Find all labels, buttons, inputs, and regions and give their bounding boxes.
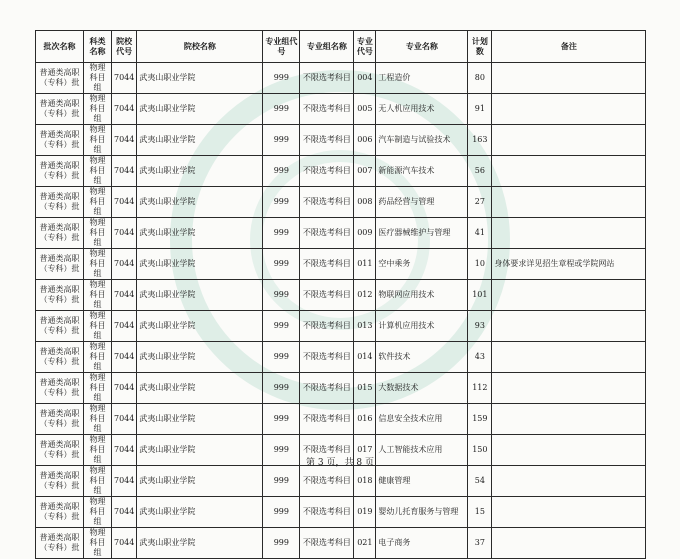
remarks-cell [492,466,646,497]
group-code-cell: 999 [263,218,300,249]
school-code-cell: 7044 [112,218,137,249]
group-code-cell: 999 [263,63,300,94]
remarks-cell [492,342,646,373]
category-cell: 物理科目组 [84,63,112,94]
major-name-cell: 信息安全技术应用 [376,404,468,435]
school-name-cell: 武夷山职业学院 [137,435,263,466]
plan-count-cell: 159 [468,404,492,435]
group-name-cell: 不限选考科目 [300,311,354,342]
school-code-cell: 7044 [112,187,137,218]
major-code-cell: 007 [354,156,376,187]
remarks-cell [492,373,646,404]
category-cell: 物理科目组 [84,156,112,187]
group-code-cell: 999 [263,342,300,373]
school-code-cell: 7044 [112,156,137,187]
school-name-cell: 武夷山职业学院 [137,311,263,342]
plan-count-cell: 27 [468,187,492,218]
table-row [36,311,646,342]
header-remarks: 备注 [492,31,646,63]
category-cell: 物理科目组 [84,435,112,466]
batch-cell: 普通类高职（专科）批 [36,311,84,342]
school-name-cell: 武夷山职业学院 [137,94,263,125]
remarks-cell [492,63,646,94]
major-code-cell: 004 [354,63,376,94]
major-code-cell: 021 [354,528,376,559]
school-name-cell: 武夷山职业学院 [137,404,263,435]
major-code-cell: 011 [354,249,376,280]
header-group-name: 专业组名称 [300,31,354,63]
group-code-cell: 999 [263,187,300,218]
batch-cell: 普通类高职（专科）批 [36,218,84,249]
plan-count-cell: 41 [468,218,492,249]
admissions-plan-table [35,30,646,559]
plan-count-cell: 91 [468,94,492,125]
category-cell: 物理科目组 [84,528,112,559]
plan-count-cell: 10 [468,249,492,280]
group-code-cell: 999 [263,156,300,187]
group-code-cell: 999 [263,280,300,311]
school-name-cell: 武夷山职业学院 [137,497,263,528]
school-code-cell: 7044 [112,373,137,404]
table-body [36,63,646,559]
major-name-cell: 大数据技术 [376,373,468,404]
group-name-cell: 不限选考科目 [300,528,354,559]
group-name-cell: 不限选考科目 [300,156,354,187]
school-code-cell: 7044 [112,404,137,435]
batch-cell: 普通类高职（专科）批 [36,280,84,311]
group-name-cell: 不限选考科目 [300,94,354,125]
plan-count-cell: 80 [468,63,492,94]
remarks-cell [492,94,646,125]
plan-count-cell: 15 [468,497,492,528]
remarks-cell [492,218,646,249]
category-cell: 物理科目组 [84,187,112,218]
school-code-cell: 7044 [112,94,137,125]
batch-cell: 普通类高职（专科）批 [36,125,84,156]
remarks-cell [492,187,646,218]
major-name-cell: 新能源汽车技术 [376,156,468,187]
table-row [36,342,646,373]
remarks-cell [492,528,646,559]
batch-cell: 普通类高职（专科）批 [36,249,84,280]
major-name-cell: 人工智能技术应用 [376,435,468,466]
plan-count-cell: 54 [468,466,492,497]
batch-cell: 普通类高职（专科）批 [36,497,84,528]
table-header-row [36,31,646,63]
table-row [36,156,646,187]
category-cell: 物理科目组 [84,94,112,125]
table-row [36,218,646,249]
table-row [36,497,646,528]
group-code-cell: 999 [263,404,300,435]
major-name-cell: 汽车制造与试验技术 [376,125,468,156]
plan-count-cell: 56 [468,156,492,187]
group-name-cell: 不限选考科目 [300,466,354,497]
school-code-cell: 7044 [112,311,137,342]
category-cell: 物理科目组 [84,497,112,528]
category-cell: 物理科目组 [84,373,112,404]
batch-cell: 普通类高职（专科）批 [36,404,84,435]
plan-count-cell: 93 [468,311,492,342]
remarks-cell [492,280,646,311]
major-name-cell: 工程造价 [376,63,468,94]
remarks-cell [492,125,646,156]
school-code-cell: 7044 [112,280,137,311]
major-name-cell: 健康管理 [376,466,468,497]
major-name-cell: 计算机应用技术 [376,311,468,342]
batch-cell: 普通类高职（专科）批 [36,435,84,466]
batch-cell: 普通类高职（专科）批 [36,94,84,125]
table-row [36,404,646,435]
batch-cell: 普通类高职（专科）批 [36,187,84,218]
category-cell: 物理科目组 [84,404,112,435]
school-name-cell: 武夷山职业学院 [137,528,263,559]
batch-cell: 普通类高职（专科）批 [36,156,84,187]
batch-cell: 普通类高职（专科）批 [36,528,84,559]
remarks-cell [492,497,646,528]
header-batch: 批次名称 [36,31,84,63]
category-cell: 物理科目组 [84,280,112,311]
major-code-cell: 006 [354,125,376,156]
table-row [36,373,646,404]
major-name-cell: 无人机应用技术 [376,94,468,125]
table-row [36,528,646,559]
group-code-cell: 999 [263,466,300,497]
header-plan: 计划数 [468,31,492,63]
group-code-cell: 999 [263,94,300,125]
major-code-cell: 016 [354,404,376,435]
school-name-cell: 武夷山职业学院 [137,373,263,404]
major-code-cell: 009 [354,218,376,249]
plan-count-cell: 150 [468,435,492,466]
school-code-cell: 7044 [112,63,137,94]
school-code-cell: 7044 [112,125,137,156]
group-name-cell: 不限选考科目 [300,435,354,466]
header-school-name: 院校名称 [137,31,263,63]
major-name-cell: 软件技术 [376,342,468,373]
major-code-cell: 017 [354,435,376,466]
table-row [36,125,646,156]
category-cell: 物理科目组 [84,466,112,497]
school-code-cell: 7044 [112,249,137,280]
school-code-cell: 7044 [112,435,137,466]
major-code-cell: 019 [354,497,376,528]
major-code-cell: 008 [354,187,376,218]
group-name-cell: 不限选考科目 [300,342,354,373]
group-name-cell: 不限选考科目 [300,497,354,528]
batch-cell: 普通类高职（专科）批 [36,63,84,94]
major-code-cell: 013 [354,311,376,342]
school-name-cell: 武夷山职业学院 [137,156,263,187]
remarks-cell [492,404,646,435]
school-code-cell: 7044 [112,342,137,373]
school-code-cell: 7044 [112,497,137,528]
school-name-cell: 武夷山职业学院 [137,187,263,218]
major-name-cell: 物联网应用技术 [376,280,468,311]
category-cell: 物理科目组 [84,311,112,342]
group-code-cell: 999 [263,497,300,528]
major-name-cell: 空中乘务 [376,249,468,280]
major-code-cell: 005 [354,94,376,125]
major-code-cell: 012 [354,280,376,311]
school-code-cell: 7044 [112,466,137,497]
group-name-cell: 不限选考科目 [300,63,354,94]
major-name-cell: 婴幼儿托育服务与管理 [376,497,468,528]
school-name-cell: 武夷山职业学院 [137,280,263,311]
remarks-cell: 身体要求详见招生章程或学院网站 [492,249,646,280]
major-name-cell: 医疗器械维护与管理 [376,218,468,249]
school-code-cell: 7044 [112,528,137,559]
major-name-cell: 电子商务 [376,528,468,559]
plan-count-cell: 163 [468,125,492,156]
group-name-cell: 不限选考科目 [300,249,354,280]
group-name-cell: 不限选考科目 [300,218,354,249]
plan-count-cell: 112 [468,373,492,404]
major-name-cell: 药品经营与管理 [376,187,468,218]
school-name-cell: 武夷山职业学院 [137,218,263,249]
table-row [36,280,646,311]
batch-cell: 普通类高职（专科）批 [36,342,84,373]
major-code-cell: 018 [354,466,376,497]
plan-count-cell: 101 [468,280,492,311]
group-code-cell: 999 [263,125,300,156]
school-name-cell: 武夷山职业学院 [137,466,263,497]
table-row [36,94,646,125]
category-cell: 物理科目组 [84,218,112,249]
group-code-cell: 999 [263,311,300,342]
group-name-cell: 不限选考科目 [300,404,354,435]
header-school-code: 院校代号 [112,31,137,63]
group-code-cell: 999 [263,249,300,280]
category-cell: 物理科目组 [84,342,112,373]
header-major-code: 专业代号 [354,31,376,63]
plan-count-cell: 43 [468,342,492,373]
table-row [36,466,646,497]
group-code-cell: 999 [263,435,300,466]
header-category: 科类名称 [84,31,112,63]
plan-count-cell: 37 [468,528,492,559]
group-name-cell: 不限选考科目 [300,125,354,156]
batch-cell: 普通类高职（专科）批 [36,373,84,404]
group-code-cell: 999 [263,528,300,559]
category-cell: 物理科目组 [84,249,112,280]
table-row [36,187,646,218]
group-name-cell: 不限选考科目 [300,187,354,218]
table-row [36,63,646,94]
group-code-cell: 999 [263,373,300,404]
major-code-cell: 014 [354,342,376,373]
group-name-cell: 不限选考科目 [300,280,354,311]
school-name-cell: 武夷山职业学院 [137,125,263,156]
remarks-cell [492,156,646,187]
major-code-cell: 015 [354,373,376,404]
header-major-name: 专业名称 [376,31,468,63]
school-name-cell: 武夷山职业学院 [137,63,263,94]
category-cell: 物理科目组 [84,125,112,156]
header-group-code: 专业组代号 [263,31,300,63]
group-name-cell: 不限选考科目 [300,373,354,404]
remarks-cell [492,311,646,342]
batch-cell: 普通类高职（专科）批 [36,466,84,497]
page-number: 第 3 页，共 8 页 [306,458,374,468]
school-name-cell: 武夷山职业学院 [137,342,263,373]
table-row [36,249,646,280]
school-name-cell: 武夷山职业学院 [137,249,263,280]
